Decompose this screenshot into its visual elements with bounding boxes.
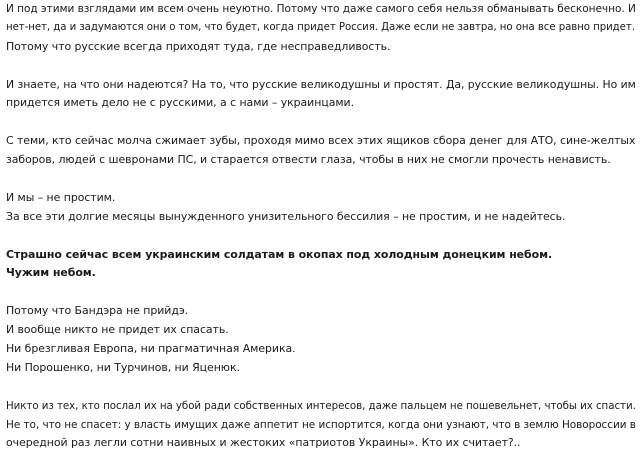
paragraph-spacer	[6, 378, 640, 397]
paragraph-line: придется иметь дело не с русскими, а с нами – украинцами.	[6, 96, 355, 110]
paragraph-4	[6, 189, 640, 227]
paragraph-line: Потому что Бандэра не прийдэ.	[6, 304, 189, 318]
paragraph-line: И мы – не простим.	[6, 190, 116, 204]
paragraph-3	[6, 132, 640, 170]
paragraph-line: Никто из тех, кто послал их на убой ради собственных интересов, даже пальцем не пошевельнет, чтобы их спасти.	[6, 399, 636, 412]
paragraph-line-bold: Чужим небом.	[6, 266, 96, 280]
paragraph-spacer	[6, 283, 640, 302]
paragraph-line: очередной раз легли сотни наивных и жестоких «патриотов Украины». Кто их считает?..	[6, 436, 521, 450]
paragraph-6	[6, 302, 640, 378]
paragraph-line: С теми, кто сейчас молча сжимает зубы, проходя мимо всех этих ящиков сбора денег для АТО, сине-желтых	[6, 134, 636, 148]
paragraph-spacer	[6, 227, 640, 246]
paragraph-line: И вообще никто не придет их спасать.	[6, 323, 229, 337]
paragraph-line: Ни Порошенко, ни Турчинов, ни Яценюк.	[6, 360, 240, 374]
paragraph-line: За все эти долгие месяцы вынужденного унизительного бессилия – не простим, и не надейтесь.	[6, 209, 566, 223]
paragraph-line: заборов, людей с шевронами ПС, и старается отвести глаза, чтобы в них не смогли прочесть ненависть.	[6, 153, 611, 167]
paragraph-line-bold: Страшно сейчас всем украинским солдатам в окопах под холодным донецким небом.	[6, 247, 553, 261]
paragraph-1	[6, 0, 640, 57]
paragraph-line: И знаете, на что они надеются? На то, что русские великодушны и простят. Да, русские великодушны. Но им	[6, 77, 636, 91]
paragraph-2	[6, 76, 640, 114]
paragraph-spacer	[6, 113, 640, 132]
paragraph-7	[6, 397, 640, 453]
paragraph-line: Ни брезгливая Европа, ни прагматичная Америка.	[6, 342, 296, 356]
paragraph-spacer	[6, 57, 640, 76]
paragraph-5-emphasis	[6, 246, 640, 284]
paragraph-line: И под этими взглядами им всем очень неуютно. Потому что даже самого себя нельзя обманывать бесконечно. И	[6, 3, 636, 15]
article-body	[6, 0, 640, 453]
paragraph-line: нет-нет, да и задумаются они о том, что будет, когда придет Россия. Даже если не завтра, но она все равно придет.	[6, 21, 635, 33]
paragraph-spacer	[6, 170, 640, 189]
paragraph-line: Не то, что не спасет: у власть имущих даже аппетит не испортится, когда они узнают, что в землю Новороссии в	[6, 418, 636, 431]
paragraph-line: Потому что русские всегда приходят туда, где несправедливость.	[6, 39, 391, 53]
